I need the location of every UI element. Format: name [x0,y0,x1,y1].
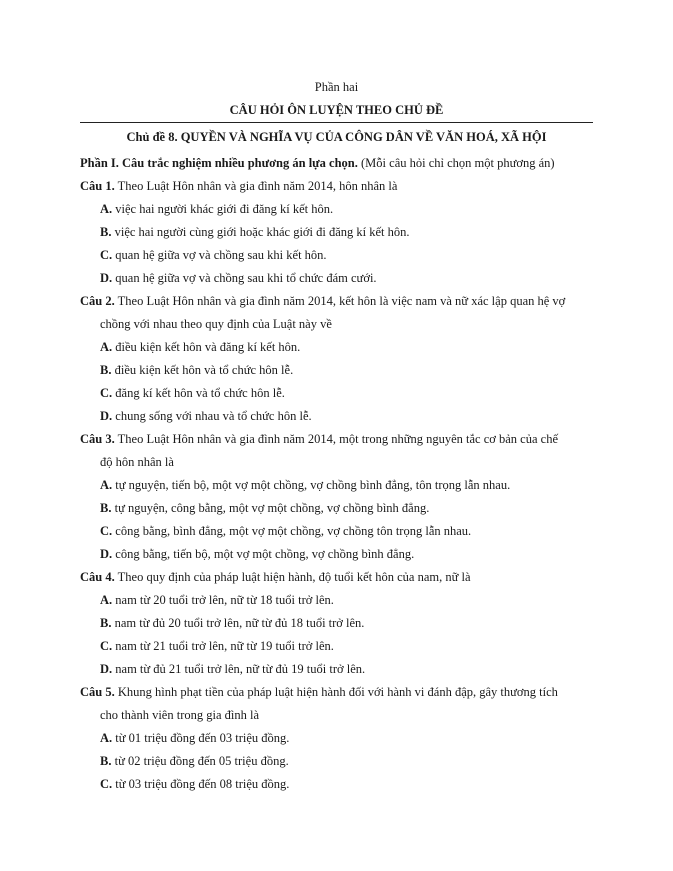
section-label: Phần I. Câu trắc nghiệm nhiều phương án lựa chọn. [80,156,358,170]
question-content [80,152,595,796]
option-text: đăng kí kết hôn và tổ chức hôn lễ. [115,386,285,400]
question-text-continued: chồng với nhau theo quy định của Luật này về [100,317,332,331]
option-3d [80,543,595,566]
question-1 [80,175,595,198]
option-text: công bằng, tiến bộ, một vợ một chồng, vợ chồng bình đẳng. [115,547,415,561]
option-5b [80,750,595,773]
option-letter: C. [100,639,113,653]
option-2d [80,405,595,428]
question-text: Theo Luật Hôn nhân và gia đình năm 2014, hôn nhân là [117,179,398,193]
question-label: Câu 3. [80,432,115,446]
option-2b [80,359,595,382]
option-text: chung sống với nhau và tổ chức hôn lễ. [115,409,312,423]
part-heading: Phần hai [314,80,359,94]
option-letter: D. [100,271,113,285]
option-1a [80,198,595,221]
question-text: Theo quy định của pháp luật hiện hành, độ tuổi kết hôn của nam, nữ là [117,570,471,584]
option-text: từ 01 triệu đồng đến 03 triệu đồng. [115,731,290,745]
section-heading [80,152,595,175]
option-letter: D. [100,547,113,561]
option-letter: C. [100,248,113,262]
option-5c [80,773,595,796]
option-1c [80,244,595,267]
option-letter: A. [100,340,113,354]
option-letter: B. [100,363,112,377]
option-text: tự nguyện, tiến bộ, một vợ một chồng, vợ chồng bình đẳng, tôn trọng lẫn nhau. [115,478,511,492]
option-4a [80,589,595,612]
option-3a [80,474,595,497]
option-text: điều kiện kết hôn và đăng kí kết hôn. [115,340,301,354]
option-letter: A. [100,478,113,492]
question-label: Câu 2. [80,294,115,308]
question-label: Câu 5. [80,685,115,699]
option-text: quan hệ giữa vợ và chồng sau khi tổ chức đám cưới. [115,271,377,285]
option-4d [80,658,595,681]
option-2c [80,382,595,405]
section-note: (Mỗi câu hỏi chỉ chọn một phương án) [361,156,555,170]
option-text: quan hệ giữa vợ và chồng sau khi kết hôn. [115,248,327,262]
option-text: nam từ 21 tuổi trở lên, nữ từ 19 tuổi trở lên. [115,639,334,653]
option-4c [80,635,595,658]
option-text: từ 02 triệu đồng đến 05 triệu đồng. [114,754,289,768]
option-text: tự nguyện, công bằng, một vợ một chồng, vợ chồng bình đẳng. [114,501,430,515]
option-letter: B. [100,501,112,515]
option-letter: B. [100,616,112,630]
option-letter: C. [100,777,113,791]
option-text: việc hai người khác giới đi đăng kí kết hôn. [115,202,334,216]
option-3b [80,497,595,520]
option-letter: A. [100,593,113,607]
option-1d [80,267,595,290]
option-letter: B. [100,225,112,239]
option-letter: B. [100,754,112,768]
option-5a [80,727,595,750]
option-text: từ 03 triệu đồng đến 08 triệu đồng. [115,777,290,791]
question-label: Câu 4. [80,570,115,584]
option-text: nam từ đủ 20 tuổi trở lên, nữ từ đủ 18 tuổi trở lên. [114,616,365,630]
option-letter: C. [100,524,113,538]
question-2 [80,290,595,313]
question-label: Câu 1. [80,179,115,193]
option-letter: D. [100,662,113,676]
question-5 [80,681,595,704]
option-text: nam từ đủ 21 tuổi trở lên, nữ từ đủ 19 tuổi trở lên. [115,662,366,676]
page-title: CÂU HỎI ÔN LUYỆN THEO CHỦ ĐỀ [229,103,444,117]
option-letter: D. [100,409,113,423]
option-text: công bằng, bình đẳng, một vợ một chồng, vợ chồng tôn trọng lẫn nhau. [115,524,472,538]
question-text-continued: cho thành viên trong gia đình là [100,708,259,722]
title-divider [80,122,593,123]
topic-heading: Chủ đề 8. QUYỀN VÀ NGHĨA VỤ CỦA CÔNG DÂN VỀ VĂN HOÁ, XÃ HỘI [126,130,547,144]
question-text: Khung hình phạt tiền của pháp luật hiện hành đối với hành vi đánh đập, gây thương tích [117,685,558,699]
question-4 [80,566,595,589]
option-3c [80,520,595,543]
question-text-continued: độ hôn nhân là [100,455,174,469]
option-text: điều kiện kết hôn và tổ chức hôn lễ. [114,363,294,377]
option-2a [80,336,595,359]
option-text: việc hai người cùng giới hoặc khác giới đi đăng kí kết hôn. [114,225,410,239]
option-text: nam từ 20 tuổi trở lên, nữ từ 18 tuổi trở lên. [115,593,334,607]
option-letter: A. [100,731,113,745]
question-text: Theo Luật Hôn nhân và gia đình năm 2014, một trong những nguyên tắc cơ bản của chế [117,432,558,446]
option-4b [80,612,595,635]
option-letter: C. [100,386,113,400]
option-letter: A. [100,202,113,216]
option-1b [80,221,595,244]
question-3 [80,428,595,451]
question-text: Theo Luật Hôn nhân và gia đình năm 2014, kết hôn là việc nam và nữ xác lập quan hệ vợ [117,294,566,308]
